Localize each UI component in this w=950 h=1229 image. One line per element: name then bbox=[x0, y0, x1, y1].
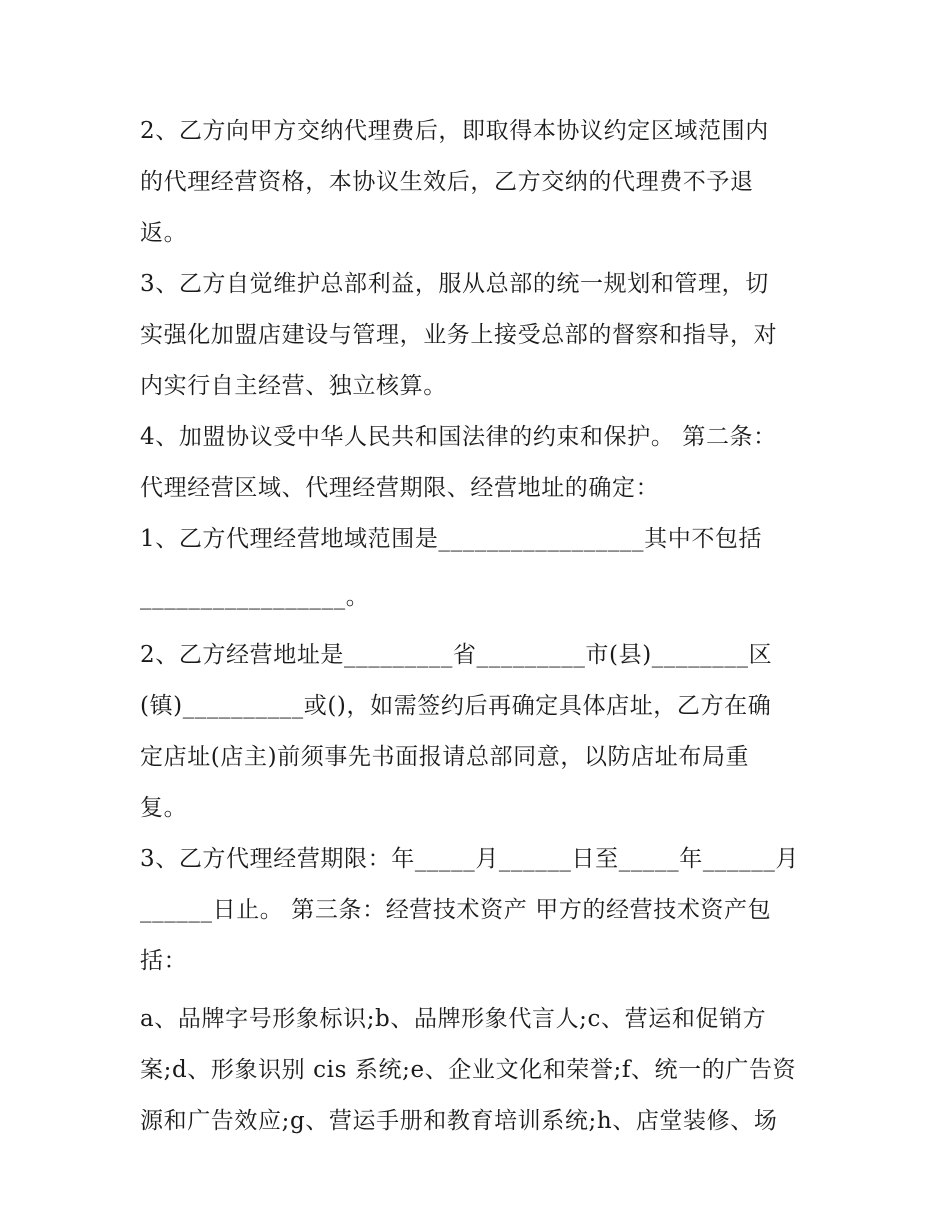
text-line: _________________。 bbox=[140, 584, 370, 610]
text-line: 3、乙方自觉维护总部利益，服从总部的统一规划和管理，切 bbox=[140, 271, 769, 297]
text-line: 的代理经营资格，本协议生效后，乙方交纳的代理费不予退 bbox=[140, 169, 754, 195]
text-line: 源和广告效应;g、营运手册和教育培训系统;h、店堂装修、场 bbox=[140, 1108, 778, 1134]
text-line: 2、乙方向甲方交纳代理费后，即取得本协议约定区域范围内 bbox=[140, 118, 769, 144]
text-line: 案;d、形象识别 cis 系统;e、企业文化和荣誉;f、统一的广告资 bbox=[140, 1057, 797, 1083]
text-line: 内实行自主经营、独立核算。 bbox=[140, 373, 447, 399]
text-line: 括： bbox=[140, 948, 188, 974]
text-line: a、品牌字号形象标识;b、品牌形象代言人;c、营运和促销方 bbox=[140, 1006, 767, 1032]
text-line: 1、乙方代理经营地域范围是_________________其中不包括 bbox=[140, 526, 763, 552]
text-line: ______日止。 第三条：经营技术资产 甲方的经营技术资产包 bbox=[140, 897, 772, 923]
document-body bbox=[140, 106, 830, 1147]
text-line: 4、加盟协议受中华人民共和国法律的约束和保护。 第二条： bbox=[140, 424, 777, 450]
text-line: 复。 bbox=[140, 795, 188, 821]
text-line: 定店址(店主)前须事先书面报请总部同意，以防店址布局重 bbox=[140, 744, 750, 770]
text-line: 返。 bbox=[140, 220, 188, 246]
text-line: 2、乙方经营地址是_________省_________市(县)________区 bbox=[140, 642, 773, 668]
text-line: 代理经营区域、代理经营期限、经营地址的确定： bbox=[140, 475, 660, 501]
text-line: 实强化加盟店建设与管理，业务上接受总部的督察和指导，对 bbox=[140, 322, 778, 348]
text-line: 3、乙方代理经营期限：年_____月______日至_____年______月 bbox=[140, 846, 800, 872]
text-line: (镇)__________或()，如需签约后再确定具体店址，乙方在确 bbox=[140, 693, 772, 719]
